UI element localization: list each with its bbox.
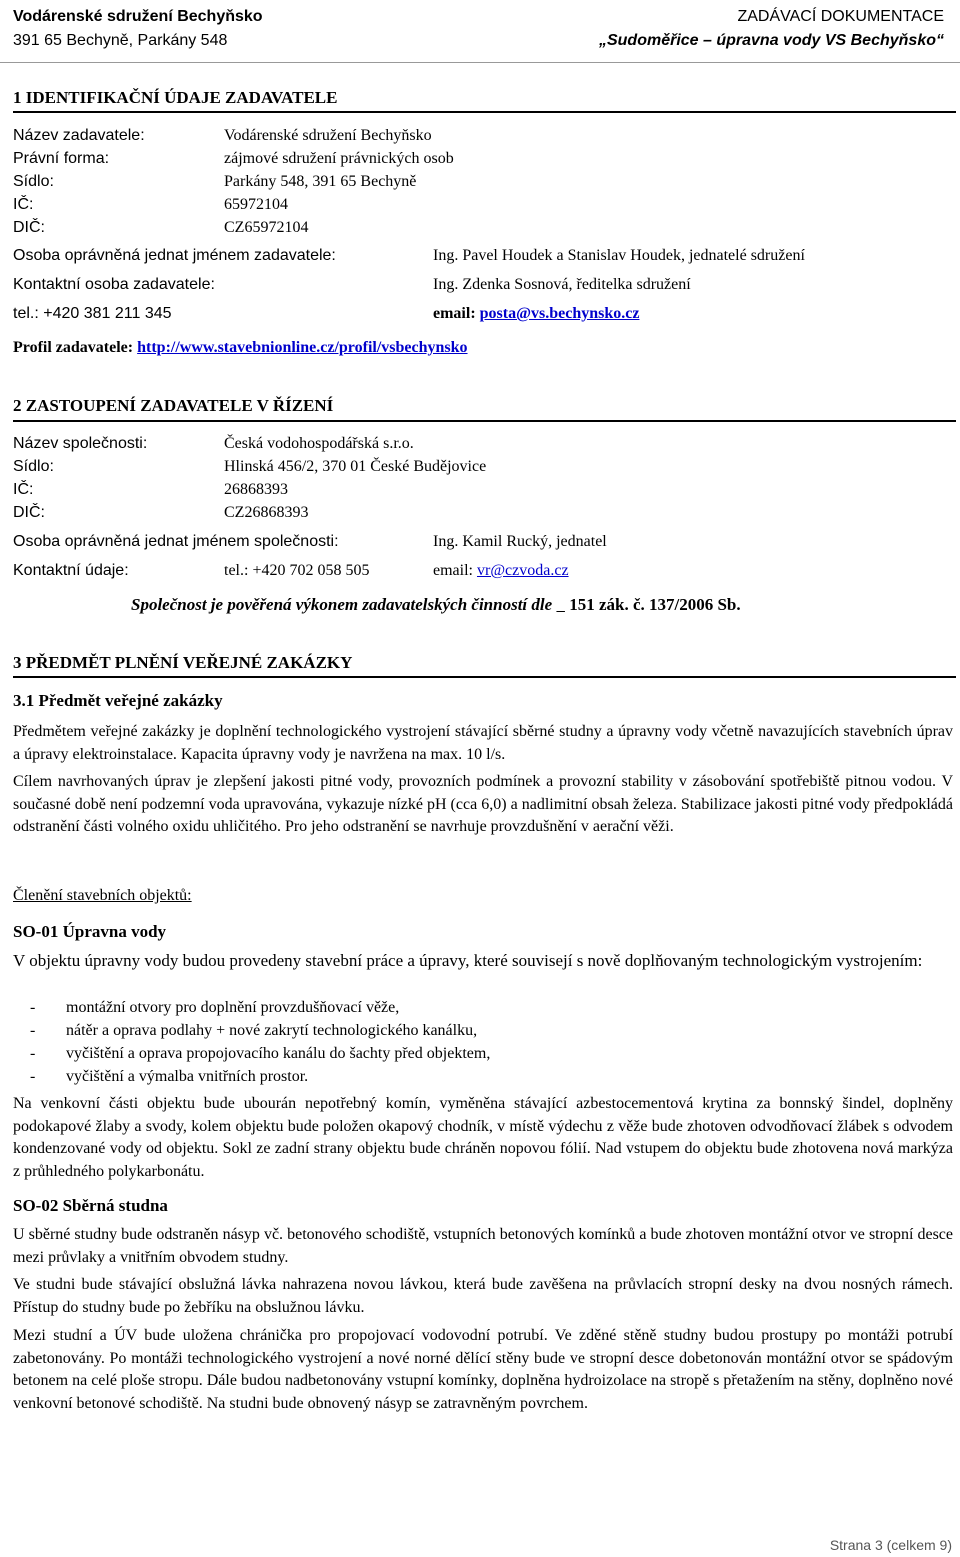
s1-profile-row [13,338,468,358]
page-number: Strana 3 (celkem 9) [829,1537,952,1553]
s2-authorized-value: Ing. Kamil Rucký, jednatel [433,533,607,550]
list-item-text: vyčištění a výmalba vnitřních prostor. [66,1068,309,1085]
list-item: - vyčištění a oprava propojovacího kanálu do šachty před objektem, [30,1045,491,1062]
s1-value-legal: zájmové sdružení právnických osob [224,150,454,167]
s2-email-label: email: [433,562,477,579]
s2-note-link: 151 zák. č. 137/2006 Sb. [569,595,741,614]
header-address: 391 65 Bechyně, Parkány 548 [13,32,228,49]
so2-paragraph-3: Mezi studní a ÚV bude uložena chránička pro propojovací vodovodní potrubí. Ve zděné stěně studny budou prostupy po montáži potrubí zabetonovány. Po montáži technologického vystrojení a nové norné dělící stěny bude ve stropní desce dobetonován montážní otvor se spádovým betonem na celé ploše stropu. Dále budou nadbetonovány vstupní komínky, doplněna hydroizolace na stropě s přetažením na stěny, doplněno nové venkovní betonové schodiště. Na studni bude obnovený násyp se zatravněným povrchem. [13,1327,953,1412]
so1-paragraph-1: V objektu úpravny vody budou provedeny stavební práce a úpravy, které souvisejí s nově doplňovaným technologickým vystrojením: [13,951,923,970]
s1-label-legal: Právní forma: [13,150,110,167]
page-header [0,0,960,66]
s1-tel: tel.: +420 381 211 345 [13,305,172,322]
s2-value-seat: Hlinská 456/2, 370 01 České Budějovice [224,458,487,475]
so1-title: SO-01 Úpravna vody [13,922,167,941]
s2-value-ic: 26868393 [224,481,288,498]
s2-email-link[interactable]: vr@czvoda.cz [476,562,569,579]
s1-profile-label: Profil zadavatele: [13,339,138,356]
list-item: - nátěr a oprava podlahy + nové zakrytí technologického kanálku, [30,1022,478,1039]
s1-value-dic: CZ65972104 [224,219,309,236]
list-item-text: vyčištění a oprava propojovacího kanálu do šachty před objektem, [66,1045,491,1062]
section2-heading: 2 ZASTOUPENÍ ZADAVATELE V ŘÍZENÍ [13,396,334,415]
s2-value-company: Česká vodohospodářská s.r.o. [224,435,414,452]
s1-email-label: email: [433,305,480,322]
s3-paragraph-1: Předmětem veřejné zakázky je doplnění technologického vystrojení stávající sběrné studny a úpravny vody včetně navazujících stavebních úprav a úpravy elektroinstalace. Kapacita úpravny vody je navržena na max. 10 l/s. [13,723,953,763]
so1-paragraph-2: Na venkovní části objektu bude ubourán nepotřebný komín, vyměněna stávající azbestocementová krytina za bonnský šindel, doplněny podokapové žlaby a svody, kolem objektu bude položen okapový chodník, v místě výdechu z věže bude zhotoven odvodňovací žlábek s odvodem kondenzované vody od objektu. Sokl ze zadní strany objektu bude chráněn nopovou fólií. Nad vstupem do objektu bude zhotovena nová markýza z průhledného polykarbonátu. [13,1095,953,1180]
so2-paragraph-2: Ve studni bude stávající obslužná lávka nahrazena novou lávkou, která bude zavěšena na průvlacích stropní desky na dvou nosných rámech. Přístup do studny bude po žebříku na obslužnou lávku. [13,1276,953,1316]
s2-note [131,595,741,615]
list-item: - vyčištění a výmalba vnitřních prostor. [30,1068,309,1085]
section1-rule [13,111,956,113]
s1-label-dic: DIČ: [13,219,45,236]
s2-tel: tel.: +420 702 058 505 [224,562,370,579]
header-right [599,5,944,53]
s2-note-pre: Společnost je pověřená výkonem zadavatelských činností dle [131,595,557,614]
s1-value-seat: Parkány 548, 391 65 Bechyně [224,173,417,190]
header-project: „Sudoměřice – úpravna vody VS Bechyňsko“ [598,32,944,49]
s2-label-ic: IČ: [13,481,34,498]
s1-authorized-value: Ing. Pavel Houdek a Stanislav Houdek, jednatelé sdružení [433,247,805,264]
s1-contact-value: Ing. Zdenka Sosnová, ředitelka sdružení [433,276,691,293]
s1-value-name: Vodárenské sdružení Bechyňsko [224,127,432,144]
s1-authorized-label: Osoba oprávněná jednat jménem zadavatele: [13,247,336,264]
section3-sub1: 3.1 Předmět veřejné zakázky [13,691,223,710]
list-item: - montážní otvory pro doplnění provzdušňovací věže, [30,999,400,1016]
s3-objects-title: Členění stavebních objektů: [13,887,192,904]
s3-paragraph-2: Cílem navrhovaných úprav je zlepšení jakosti pitné vody, provozních podmínek a provozní stability v zásobování spotřebiště pitnou vodou. V současné době není podzemní voda upravována, vykazuje nízké pH (cca 6,0) a nadlimitní obsah železa. Stabilizace jakosti pitné vody předpokládá odstranění části volného oxidu uhličitého. Pro jeho odstranění se navrhuje provzdušnění v aerační věži. [13,773,953,835]
s1-label-name: Název zadavatele: [13,127,145,144]
list-item-text: nátěr a oprava podlahy + nové zakrytí technologického kanálku, [66,1022,478,1039]
list-item-text: montážní otvory pro doplnění provzdušňovací věže, [66,999,400,1016]
s1-contact-label: Kontaktní osoba zadavatele: [13,276,215,293]
s1-label-ic: IČ: [13,196,34,213]
section3-heading: 3 PŘEDMĚT PLNĚNÍ VEŘEJNÉ ZAKÁZKY [13,653,353,672]
s2-email-row [433,561,569,581]
s2-contact-label: Kontaktní údaje: [13,562,129,579]
s1-profile-link[interactable]: http://www.stavebnionline.cz/profil/vsbechynsko [137,339,468,356]
header-left [13,5,263,53]
section1-heading: 1 IDENTIFIKAČNÍ ÚDAJE ZADAVATELE [13,88,338,107]
s2-authorized-label: Osoba oprávněná jednat jménem společnosti: [13,533,339,550]
s2-label-dic: DIČ: [13,504,45,521]
so2-title: SO-02 Sběrná studna [13,1196,168,1215]
s1-email-row [433,304,639,324]
so2-paragraph-1: U sběrné studny bude odstraněn násyp vč. betonového schodiště, vstupních betonových komínků a bude zhotoven montážní otvor ve stropní desce mezi průvlaky a vnitřním obvodem studny. [13,1226,953,1266]
section2-rule [13,420,956,422]
s2-label-seat: Sídlo: [13,458,54,475]
s2-label-company: Název společnosti: [13,435,148,452]
section3-rule [13,676,956,678]
so1-list [30,996,490,1088]
header-divider [0,62,960,63]
s1-label-seat: Sídlo: [13,173,54,190]
s2-value-dic: CZ26868393 [224,504,309,521]
s1-value-ic: 65972104 [224,196,288,213]
s1-email-link[interactable]: posta@vs.bechynsko.cz [479,305,640,322]
s2-note-paragraph-sign [556,595,565,614]
header-doc-type: ZADÁVACÍ DOKUMENTACE [737,8,944,25]
header-org: Vodárenské sdružení Bechyňsko [13,8,263,25]
